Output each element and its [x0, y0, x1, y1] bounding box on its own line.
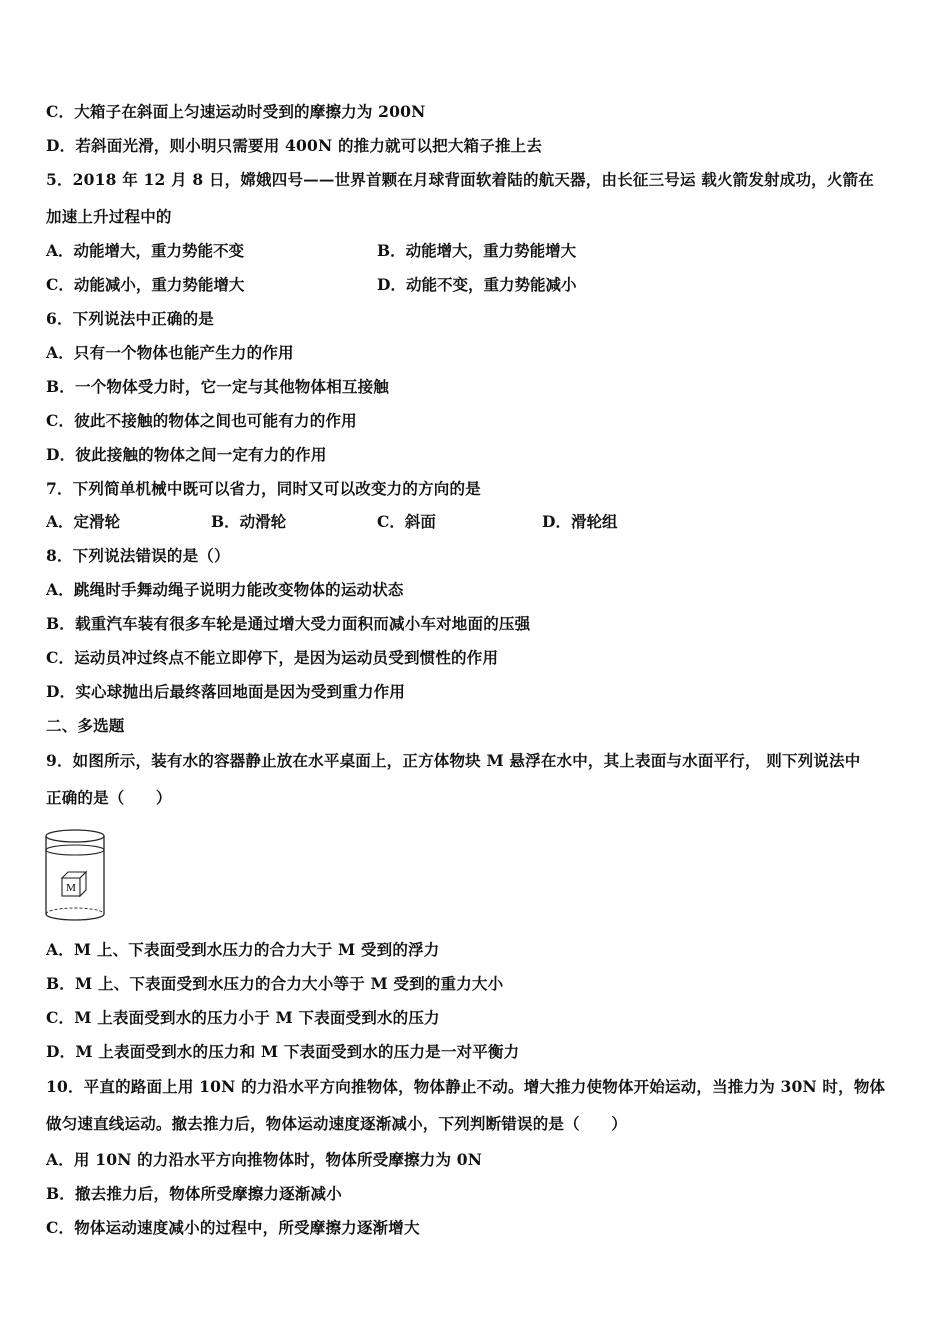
q7-stem: 7．下列简单机械中既可以省力，同时又可以改变力的方向的是 — [46, 479, 481, 498]
q7-option-b: B．动滑轮 — [211, 512, 287, 531]
q5-option-a: A．动能增大，重力势能不变 — [46, 241, 245, 260]
q9-option-a: A．M 上、下表面受到水压力的合力大于 M 受到的浮力 — [46, 940, 440, 959]
q8-option-b: B．载重汽车装有很多车轮是通过增大受力面积而减小车对地面的压强 — [46, 614, 531, 633]
q9-option-b: B．M 上、下表面受到水压力的合力大小等于 M 受到的重力大小 — [46, 974, 504, 993]
container-with-cube-figure — [40, 826, 110, 926]
q5-option-d: D．动能不变，重力势能减小 — [377, 275, 577, 294]
cube-label: M — [66, 882, 76, 894]
q6-option-a: A．只有一个物体也能产生力的作用 — [46, 343, 294, 362]
q8-option-a: A．跳绳时手舞动绳子说明力能改变物体的运动状态 — [46, 580, 404, 599]
q5-option-c: C．动能减小，重力势能增大 — [46, 275, 245, 294]
q6-option-d: D．彼此接触的物体之间一定有力的作用 — [46, 445, 327, 464]
q10-option-a: A．用 10N 的力沿水平方向推物体时，物体所受摩擦力为 0N — [46, 1150, 483, 1169]
q5-option-b: B．动能增大，重力势能增大 — [377, 241, 577, 260]
q10-stem-line1: 10．平直的路面上用 10N 的力沿水平方向推物体，物体静止不动。增大推力使物体开始运动，当推力为 30N 时，物体 — [46, 1077, 886, 1096]
q8-option-d: D．实心球抛出后最终落回地面是因为受到重力作用 — [46, 682, 406, 701]
container-base-front — [46, 914, 104, 920]
water-surface — [46, 845, 104, 855]
q9-stem-line2: 正确的是（ ） — [46, 788, 172, 807]
container-rim — [46, 830, 104, 842]
q9-option-c: C．M 上表面受到水的压力小于 M 下表面受到水的压力 — [46, 1008, 440, 1027]
section-title-multiple-choice: 二、多选题 — [46, 716, 125, 735]
q5-stem-line2: 加速上升过程中的 — [46, 207, 172, 226]
q9-option-d: D．M 上表面受到水的压力和 M 下表面受到水的压力是一对平衡力 — [46, 1042, 520, 1061]
q6-option-c: C．彼此不接触的物体之间也可能有力的作用 — [46, 411, 357, 430]
q6-stem: 6．下列说法中正确的是 — [46, 309, 214, 328]
q5-stem-line1: 5．2018 年 12 月 8 日，嫦娥四号——世界首颗在月球背面软着陆的航天器，由长征三号运 载火箭发射成功，火箭在 — [46, 170, 874, 189]
q4-option-d: D．若斜面光滑，则小明只需要用 400N 的推力就可以把大箱子推上去 — [46, 136, 543, 155]
container-base-back — [46, 908, 104, 914]
q7-option-c: C．斜面 — [377, 512, 436, 531]
q7-option-d: D．滑轮组 — [542, 512, 618, 531]
q10-stem-line2: 做匀速直线运动。撤去推力后，物体运动速度逐渐减小，下列判断错误的是（ ） — [46, 1114, 627, 1133]
q10-option-c: C．物体运动速度减小的过程中，所受摩擦力逐渐增大 — [46, 1218, 420, 1237]
q8-option-c: C．运动员冲过终点不能立即停下，是因为运动员受到惯性的作用 — [46, 648, 499, 667]
q8-stem: 8．下列说法错误的是（） — [46, 546, 230, 565]
q9-stem-line1: 9．如图所示，装有水的容器静止放在水平桌面上，正方体物块 M 悬浮在水中，其上表面与水面平行， 则下列说法中 — [46, 751, 861, 770]
q7-option-a: A．定滑轮 — [46, 512, 121, 531]
q6-option-b: B．一个物体受力时，它一定与其他物体相互接触 — [46, 377, 390, 396]
q10-option-b: B．撤去推力后，物体所受摩擦力逐渐减小 — [46, 1184, 342, 1203]
q4-option-c: C．大箱子在斜面上匀速运动时受到的摩擦力为 200N — [46, 102, 426, 121]
